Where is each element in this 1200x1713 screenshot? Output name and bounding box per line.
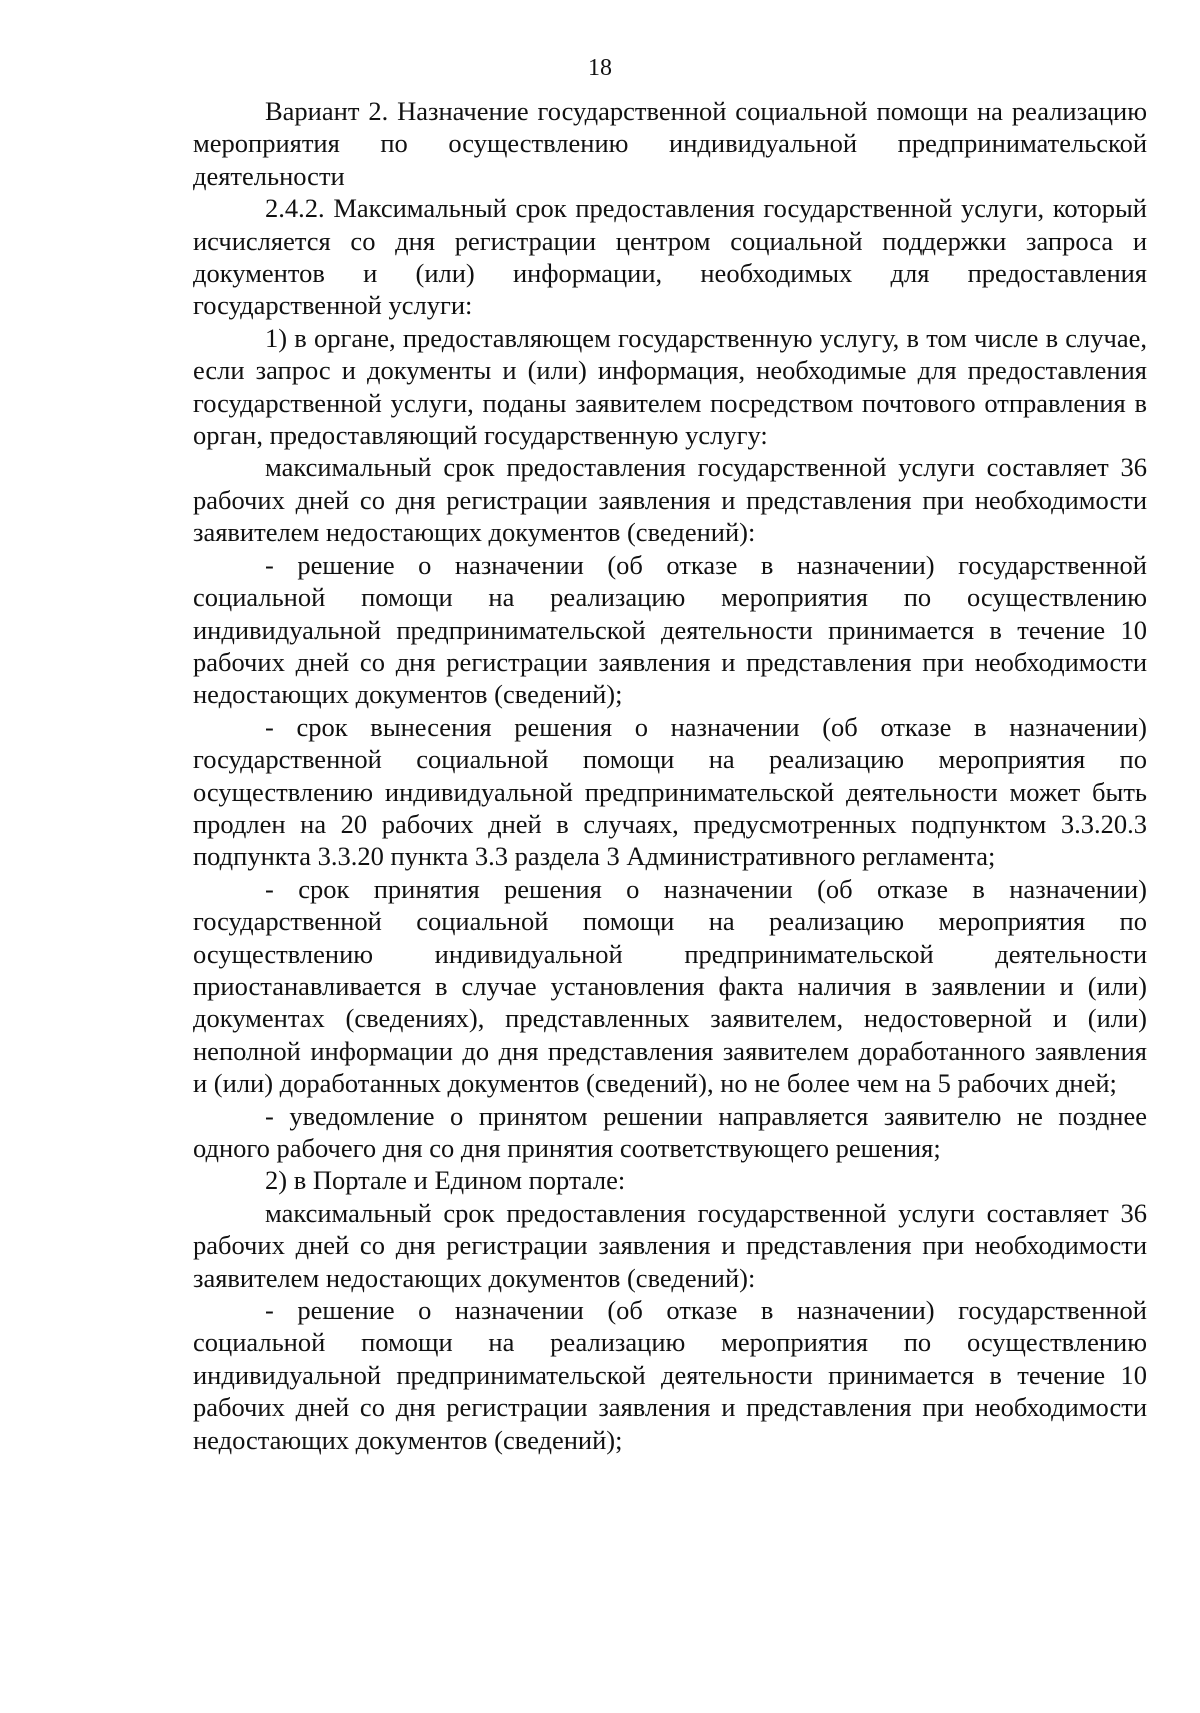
notification-item: - уведомление о принятом решении направляется заявителю не позднее одного рабочего дня со дня принятия соответствующего решения;: [193, 1100, 1147, 1163]
document-body: [193, 95, 1147, 1456]
portal-max-term-paragraph: максимальный срок предоставления государственной услуги составляет 36 рабочих дней со дня регистрации заявления и представления при необходимости заявителем недостающих документов (сведений):: [193, 1197, 1147, 1293]
suspension-term-item: - срок принятия решения о назначении (об отказе в назначении) государственной социальной помощи на реализацию мероприятия по осуществлению индивидуальной предпринимательской деятельности приостанавливается в случае установления факта наличия в заявлении и (или) документах (сведениях), представленных заявителем, недостоверной и (или) неполной информации до дня представления заявителем доработанного заявления и (или) доработанных документов (сведений), но не более чем на 5 рабочих дней;: [193, 873, 1147, 1099]
paragraph-2-4-2: 2.4.2. Максимальный срок предоставления государственной услуги, который исчисляется со дня регистрации центром социальной поддержки запроса и документов и (или) информации, необходимых для предоставления государственной услуги:: [193, 193, 1147, 321]
item-2-portal: 2) в Портале и Едином портале:: [265, 1165, 626, 1196]
decision-term-item: - решение о назначении (об отказе в назначении) государственной социальной помощи на реализацию мероприятия по осуществлению индивидуальной предпринимательской деятельности принимается в течение 10 рабочих дней со дня регистрации заявления и представления при необходимости недостающих документов (сведений);: [193, 549, 1147, 710]
variant-heading: Вариант 2. Назначение государственной социальной помощи на реализацию мероприятия по осуществлению индивидуальной предпринимательской деятельности: [193, 96, 1147, 191]
item-1-in-agency: 1) в органе, предоставляющем государственную услугу, в том числе в случае, если запрос и документы и (или) информация, необходимые для предоставления государственной услуги, поданы заявителем посредством почтового отправления в орган, предоставляющий государственную услугу:: [193, 322, 1147, 451]
portal-decision-term-item: - решение о назначении (об отказе в назначении) государственной социальной помощи на реализацию мероприятия по осуществлению индивидуальной предпринимательской деятельности принимается в течение 10 рабочих дней со дня регистрации заявления и представления при необходимости недостающих документов (сведений);: [193, 1295, 1147, 1455]
extension-term-item: - срок вынесения решения о назначении (об отказе в назначении) государственной социальной помощи на реализацию мероприятия по осуществлению индивидуальной предпринимательской деятельности может быть продлен на 20 рабочих дней в случаях, предусмотренных подпунктом 3.3.20.3 подпункта 3.3.20 пункта 3.3 раздела 3 Административного регламента;: [193, 711, 1147, 872]
max-term-paragraph: максимальный срок предоставления государственной услуги составляет 36 рабочих дней со дня регистрации заявления и представления при необходимости заявителем недостающих документов (сведений):: [193, 452, 1147, 548]
page-number: 18: [588, 55, 612, 81]
